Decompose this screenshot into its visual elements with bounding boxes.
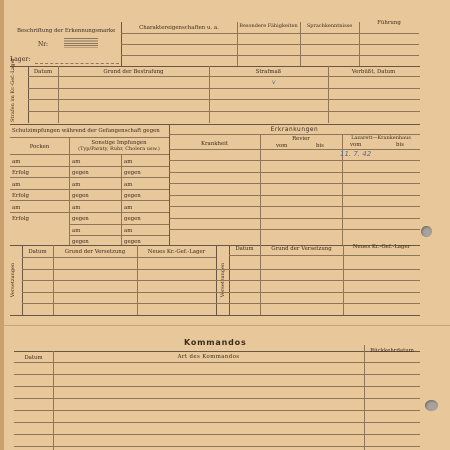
vaccination-rule <box>10 154 169 155</box>
language-skills-label: Sprachkenntnisse <box>306 23 353 29</box>
transfer-header-reason-2: Grund der Versetzung <box>271 246 332 252</box>
other-vacc-right-row: gegen <box>124 193 141 199</box>
punishment-row-line <box>28 111 420 112</box>
transfer-row-line <box>22 292 420 293</box>
camp-label: Lager: <box>10 56 31 63</box>
special-skills-label: Besondere Fähigkeiten <box>239 23 298 29</box>
section-rule <box>10 315 420 316</box>
illness-lazarett-to: bis <box>396 142 404 148</box>
card-edge <box>0 0 4 450</box>
pocken-row-date: am <box>12 159 21 165</box>
vaccination-row-line <box>69 235 169 236</box>
transfer-header-reason: Grund der Versetzung <box>64 249 126 255</box>
other-vacc-right-row: am <box>124 205 133 211</box>
section-rule <box>10 124 420 125</box>
illness-rule <box>169 149 420 150</box>
top-rule <box>121 55 419 56</box>
pocken-row-date: am <box>12 182 21 188</box>
vaccination-row-line <box>69 224 169 225</box>
transfer-header-date: Datum <box>28 249 47 255</box>
kommandos-top-rule <box>14 351 420 352</box>
kommandos-row-line <box>14 446 420 447</box>
other-vacc-right-row: gegen <box>124 239 141 245</box>
other-vaccinations-label: Sonstige Impfungen <box>91 140 147 146</box>
other-vacc-right-row: am <box>124 228 133 234</box>
illness-krankheit-label: Krankheit <box>200 141 229 147</box>
other-vacc-right-row: am <box>124 159 133 165</box>
kommandos-row-line <box>14 386 420 387</box>
other-vacc-right-row: gegen <box>124 170 141 176</box>
top-rule <box>121 33 419 34</box>
kommandos-row-line <box>14 410 420 411</box>
kommandos-row-line <box>14 374 420 375</box>
illness-header: Erkrankungen <box>270 127 319 133</box>
other-vacc-mid-row: gegen <box>72 170 89 176</box>
pocken-row-result: Erfolg <box>12 170 29 176</box>
kommandos-header-return: Rückkehrdatum <box>370 348 414 354</box>
punishment-handwritten-mark: v <box>272 79 276 86</box>
illness-revier-to: bis <box>316 143 324 149</box>
illness-row-line <box>169 229 420 230</box>
kommandos-header-type: Art des Kommandos <box>177 354 240 360</box>
pocken-label: Pocken <box>29 144 50 150</box>
vaccination-row-line <box>10 177 169 178</box>
nr-redaction <box>64 38 98 48</box>
other-vacc-mid-row: am <box>72 182 81 188</box>
punishment-header-reason: Grund der Bestrafung <box>103 69 164 75</box>
transfers-side-label-right: Versetzungen <box>220 262 226 298</box>
other-vacc-right-row: am <box>124 182 133 188</box>
other-vacc-mid-row: gegen <box>72 193 89 199</box>
pocken-row-date: am <box>12 205 21 211</box>
punch-hole <box>425 400 438 411</box>
illness-row-line <box>169 172 420 173</box>
punishment-row-line <box>28 99 420 100</box>
kommandos-header-date: Datum <box>24 355 43 361</box>
illness-row-line <box>169 206 420 207</box>
punishment-row-line <box>28 88 420 89</box>
vaccination-header: Schutzimpfungen während der Gefangenschaft gegen <box>12 128 160 134</box>
transfer-header-camp: Neues Kr.-Gef.-Lager <box>147 249 206 255</box>
section-rule <box>10 66 420 67</box>
kommandos-row-line <box>14 434 420 435</box>
pocken-row-result: Erfolg <box>12 193 29 199</box>
pocken-row-result: Erfolg <box>12 216 29 222</box>
vaccination-rule <box>10 137 169 138</box>
other-vacc-mid-row: am <box>72 159 81 165</box>
illness-lazarett-from: vom <box>350 142 362 148</box>
nr-label: Nr <box>38 41 47 48</box>
transfer-header-camp-2: Neues Kr.-Gef.-Lager <box>352 244 411 250</box>
transfers-side-label-left: Versetzungen <box>10 262 16 298</box>
other-vacc-mid-row: am <box>72 228 81 234</box>
character-label: Charaktereigenschaften u. a. <box>139 25 219 31</box>
other-vacc-mid-row: am <box>72 205 81 211</box>
other-vacc-mid-row: gegen <box>72 239 89 245</box>
vaccination-row-line <box>10 166 169 167</box>
transfer-row-line <box>22 280 420 281</box>
punishment-header-served: Verbüßt, Datum <box>351 69 396 75</box>
other-vacc-mid-row: gegen <box>72 216 89 222</box>
kommandos-col <box>53 351 54 450</box>
conduct-label: Führung <box>377 20 401 26</box>
illness-row-line <box>169 218 420 219</box>
camp-line <box>35 63 119 64</box>
transfer-row-line <box>229 255 420 256</box>
punishment-header-date: Datum <box>33 69 53 75</box>
top-rule <box>121 44 419 45</box>
illness-lazarett-label: Lazarett—Krankenhaus <box>351 135 411 141</box>
fold-crease <box>0 325 450 326</box>
identity-tag-label: Beschriftung der Erkennungsmarke <box>17 28 116 34</box>
illness-row-line <box>169 183 420 184</box>
kommandos-row-line <box>14 398 420 399</box>
illness-revier-from: vom <box>276 143 288 149</box>
other-vaccinations-types: (Typ/Paraty, Ruhr, Cholera usw.) <box>78 146 160 152</box>
kommandos-title: Kommandos <box>184 338 247 347</box>
other-vacc-right-row: gegen <box>124 216 141 222</box>
vaccination-row-line <box>10 212 169 213</box>
illness-handwritten-date: 11. 7. 42 <box>340 150 372 158</box>
vaccination-row-line <box>10 189 169 190</box>
kommandos-row-line <box>14 422 420 423</box>
vaccination-row-line <box>10 200 169 201</box>
illness-row-line <box>169 160 420 161</box>
punishments-side-label: Strafen im Kr.-Gef.-Lager <box>10 58 16 122</box>
illness-revier-label: Revier <box>292 136 310 142</box>
illness-row-line <box>169 195 420 196</box>
kommandos-row-line <box>14 362 420 363</box>
transfer-row-line <box>22 257 216 258</box>
transfer-header-date-2: Datum <box>235 246 254 252</box>
punch-hole <box>421 226 432 237</box>
transfer-row-line <box>22 303 420 304</box>
punishment-row-line <box>28 76 420 77</box>
transfer-row-line <box>22 269 420 270</box>
punishment-header-measure: Strafmaß <box>255 69 282 75</box>
nr-colon: : <box>46 41 49 48</box>
